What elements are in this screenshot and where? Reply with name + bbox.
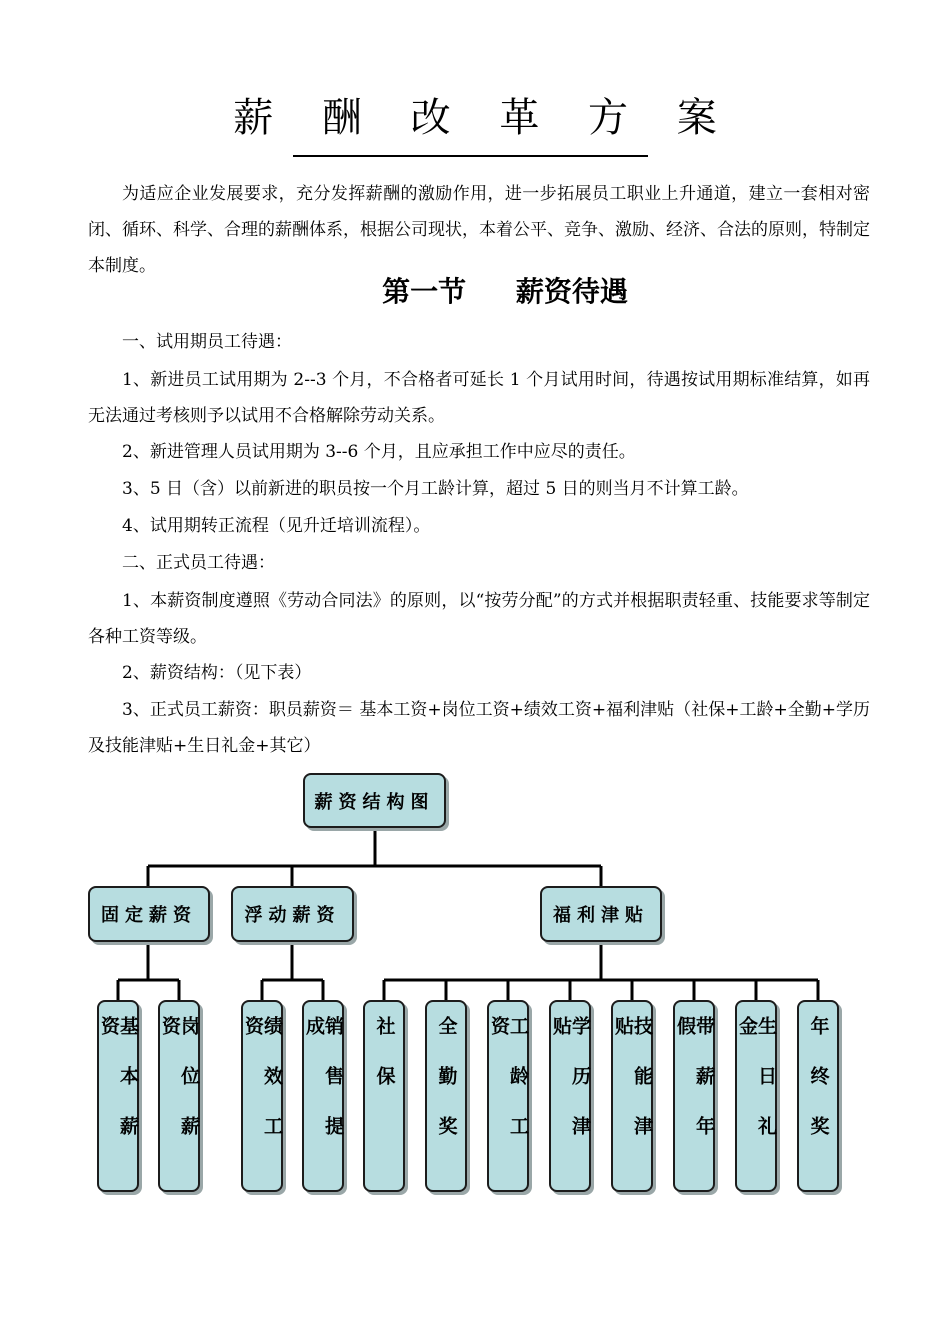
paragraph: 4、试用期转正流程（见升迁培训流程）。 — [122, 516, 431, 536]
leaf-label: 岗位薪资 — [159, 1016, 200, 1166]
paragraph: 一、试用期员工待遇： — [122, 332, 292, 352]
leaf-box — [611, 1000, 653, 1192]
leaf-box — [735, 1000, 777, 1192]
paragraph: 2、新进管理人员试用期为 3--6 个月，且应承担工作中应尽的责任。 — [122, 442, 636, 462]
leaf-box — [549, 1000, 591, 1192]
leaf-label: 年终奖 — [807, 1016, 830, 1166]
paragraph: 3、正式员工薪资：职员薪资＝ 基本工资+岗位工资+绩效工资+福利津贴（社保+工龄+全勤+学历及技能津贴+生日礼金+其它） — [88, 700, 870, 756]
leaf-box — [673, 1000, 715, 1192]
leaf-label: 带薪年假 — [674, 1016, 715, 1166]
paragraph: 二、正式员工待遇： — [122, 553, 275, 573]
category-box-fixed-pay: 固定薪资 — [88, 886, 210, 942]
intro-paragraph: 为适应企业发展要求，充分发挥薪酬的激励作用，进一步拓展员工职业上升通道，建立一套相对密闭、循环、科学、合理的薪酬体系，根据公司现状，本着公平、竞争、激励、经济、合法的原则，特制定本制度。 — [88, 184, 870, 276]
leaf-label: 绩效工资 — [242, 1016, 283, 1166]
leaf-label: 技能津贴 — [612, 1016, 653, 1166]
leaf-box — [425, 1000, 467, 1192]
leaf-box — [302, 1000, 344, 1192]
paragraph: 1、新进员工试用期为 2--3 个月，不合格者可延长 1 个月试用时间，待遇按试用期标准结算，如再无法通过考核则予以试用不合格解除劳动关系。 — [88, 370, 870, 426]
paragraph: 2、薪资结构：（见下表） — [122, 663, 312, 683]
chart-root-box: 薪资结构图 — [303, 773, 446, 828]
paragraph: 3、5 日（含）以前新进的职员按一个月工龄计算，超过 5 日的则当月不计算工龄。 — [122, 479, 749, 499]
category-box-variable-pay: 浮动薪资 — [231, 886, 354, 942]
leaf-label: 销售提成 — [303, 1016, 344, 1166]
leaf-box — [97, 1000, 139, 1192]
leaf-box — [797, 1000, 839, 1192]
leaf-box — [241, 1000, 283, 1192]
paragraph: 1、本薪资制度遵照《劳动合同法》的原则，以“按劳分配”的方式并根据职责轻重、技能要求等制定各种工资等级。 — [88, 591, 870, 647]
title-underline — [293, 155, 648, 157]
leaf-label: 全勤奖 — [435, 1016, 458, 1166]
document-title: 薪 酬 改 革 方 案 — [233, 95, 735, 141]
category-box-benefits: 福利津贴 — [540, 886, 662, 942]
leaf-box — [158, 1000, 200, 1192]
leaf-box — [487, 1000, 529, 1192]
leaf-label: 社保 — [373, 1016, 396, 1116]
leaf-label: 学历津贴 — [550, 1016, 591, 1166]
leaf-label: 基本薪资 — [98, 1016, 139, 1166]
leaf-label: 生日礼金 — [736, 1016, 777, 1166]
section-heading: 第一节 薪资待遇 — [382, 275, 628, 308]
leaf-box — [363, 1000, 405, 1192]
leaf-label: 工龄工资 — [488, 1016, 529, 1166]
